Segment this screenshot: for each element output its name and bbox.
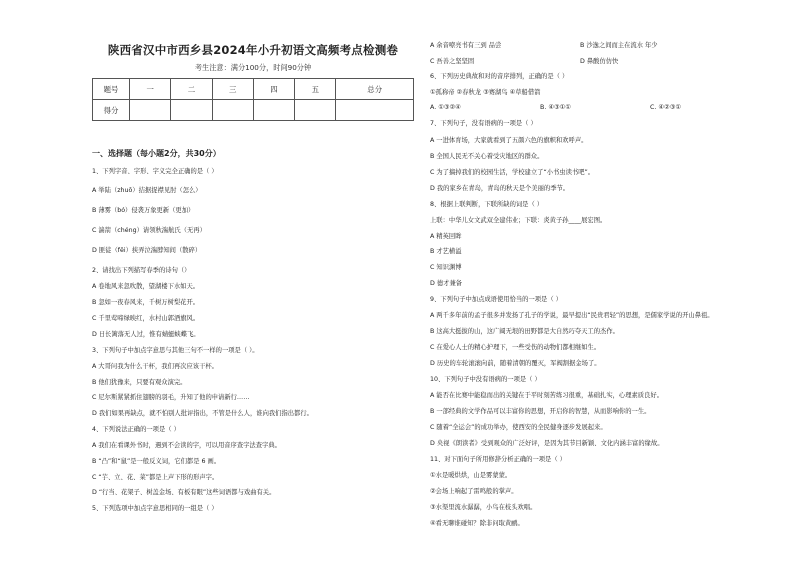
score-row-label: 得分 bbox=[93, 100, 130, 121]
option-c: C. ④②③① bbox=[650, 104, 681, 111]
question-line: 10、下列句子中没有语病的一项是（ ） bbox=[430, 376, 541, 383]
question-items: ①孤称帝 ②春秋龙 ③赛湖鸟 ④草船借箭 bbox=[430, 89, 541, 96]
option-line: A 举陆（zhuō）拮据捉襟见肘（怎么） bbox=[92, 187, 202, 194]
option-line: C 知识渊博 bbox=[430, 264, 462, 271]
score-cell[interactable] bbox=[212, 100, 253, 121]
score-header-cell: 五 bbox=[295, 79, 336, 100]
option-line: D 德才兼备 bbox=[430, 280, 463, 287]
question-line: 9、下列句子中加点成语使用恰当的一项是（ ） bbox=[430, 296, 562, 303]
statement-line: ②会场上响起了雷鸣般的掌声。 bbox=[430, 488, 518, 495]
statement-line: ④看无聊谁碰知？除非问取黄鹂。 bbox=[430, 520, 524, 527]
score-cell[interactable] bbox=[171, 100, 212, 121]
option-line: A 我们在看课外书时，遇到不会读的字，可以用音序查字法查字典。 bbox=[92, 442, 281, 449]
option-line: C 湍箭（chéng）请领秋湍航氏（无再） bbox=[92, 227, 206, 234]
question-line: 7、下列句子，没有语病的一项是（ ） bbox=[430, 120, 537, 127]
option-line: B 这高大挺拔的山，这广阔无垠的田野都是大自然巧夺天工的杰作。 bbox=[430, 328, 619, 335]
left-column bbox=[88, 0, 418, 562]
option-line: D 历史的车轮滚滚向前，随着清朝的覆灭，军阀割据金场了。 bbox=[430, 360, 601, 367]
exam-notice: 考生注意：满分100分，时间90分钟 bbox=[194, 63, 312, 72]
question-line: 5、下列选项中加点字意思相同的一组是（ ） bbox=[92, 505, 218, 512]
score-header-cell: 总分 bbox=[336, 79, 414, 100]
option-line: C “芋、立、花、菜”都是上声下形的形声字。 bbox=[92, 474, 219, 481]
question-line: 3、下列句子中加点字意思与其他三句不一样的一项是（ ）。 bbox=[92, 347, 259, 354]
option-line: B 沙逸之间而主在流水 年少 bbox=[580, 42, 658, 49]
question-line: 上联：中华儿女文武双全建伟业；下联：炎黄子孙____展宏图。 bbox=[430, 217, 607, 224]
option-line: D 央视《朗读者》受到观众的广泛好评，是因为其节目新颖、文化内涵丰富的缘故。 bbox=[430, 440, 664, 447]
score-table bbox=[92, 78, 414, 121]
option-line: D 日长篱落无人过，惟有蜻蜓蛱蝶飞。 bbox=[92, 331, 200, 338]
question-line: 1、下列字音、字形、字义完全正确的是（ ） bbox=[92, 168, 218, 175]
section-heading: 一、选择题（每小题2分，共30分） bbox=[92, 149, 221, 158]
option-line: A 余音嘹亮书有三到 品尝 bbox=[430, 42, 502, 49]
question-line: 8、根据上联判断，下联所缺的词是（ ） bbox=[430, 201, 544, 208]
option-line: D “行当、花架子、树盖金场、有板有眼”这些词语都与戏曲有关。 bbox=[92, 489, 276, 496]
option-line: A 一进体育场，大家就看到了五颜六色的旗帜和欢呼声。 bbox=[430, 137, 588, 144]
option-line: D 我的家乡在青岛，青岛的秋天是个美丽的季节。 bbox=[430, 185, 570, 192]
right-column bbox=[430, 0, 730, 562]
option-line: B 他们犹豫来，只要有观众演完。 bbox=[92, 379, 187, 386]
score-header-cell: 题号 bbox=[93, 79, 130, 100]
option-line: A 卷地风来忽吹散，望湖楼下水如天。 bbox=[92, 283, 200, 290]
score-table-score-row bbox=[93, 100, 414, 121]
score-cell[interactable] bbox=[253, 100, 294, 121]
question-line: 2、请找出下列描写春季的诗句（） bbox=[92, 267, 191, 274]
option-line: A 两千多年前的孟子很多并发扬了孔子的学说，最早提出“民贵君轻”的思想，是儒家学说的开山鼻祖。 bbox=[430, 312, 714, 319]
option-line: A 大哥问我为什么干杯，我们再次应该干杯。 bbox=[92, 363, 218, 370]
score-header-cell: 一 bbox=[130, 79, 171, 100]
score-table-header-row bbox=[93, 79, 414, 100]
score-cell[interactable] bbox=[336, 100, 414, 121]
option-line: C 随着“全运会”的成功举办，使西安的全民健身逐步发展起来。 bbox=[430, 424, 607, 431]
option-line: C 为了搞掉我们的校园生活，学校建立了“小书虫读书吧”。 bbox=[430, 169, 595, 176]
score-header-cell: 四 bbox=[253, 79, 294, 100]
option-b: B. ④③①① bbox=[540, 104, 571, 111]
option-line: B 才艺横溢 bbox=[430, 248, 462, 255]
question-line: 6、下列历史典故和对的音序排列，正确的是（ ） bbox=[430, 73, 569, 80]
option-a: A. ①③②④ bbox=[430, 104, 461, 111]
option-line: C 在爱心人士的精心护理下，一些受伤的动物们都相继如生。 bbox=[430, 344, 601, 351]
score-header-cell: 三 bbox=[212, 79, 253, 100]
option-line: D 我们如果再缺点，就不怕别人批评指出，不管是什么人，谁向我们指出都行。 bbox=[92, 410, 313, 417]
option-line: B “凸”和“鼠”是一般反义词，它们都是 6 画。 bbox=[92, 458, 221, 465]
page-title: 陕西省汉中市西乡县2024年小升初语文高频考点检测卷 bbox=[107, 43, 399, 57]
option-line: B 一部经典的文学作品可以丰富你的思想，开启你的智慧，从而影响你的一生。 bbox=[430, 408, 651, 415]
score-cell[interactable] bbox=[130, 100, 171, 121]
option-line: A 精英回眸 bbox=[430, 233, 462, 240]
statement-line: ③水渠里流水潺潺，小鸟在枝头欢唱。 bbox=[430, 504, 537, 511]
option-line: D 匪徒（fěi）挟弄泣湍脖知间（散碎） bbox=[92, 247, 202, 254]
question-line: 11、对下面句子所用修辞分析正确的一项是（ ） bbox=[430, 456, 566, 463]
option-line: B 薄雾（bó）侵袭万象更新（更加） bbox=[92, 207, 195, 214]
option-line: B 全国人民无不关心着受灾地区的群众。 bbox=[430, 153, 544, 160]
option-row bbox=[430, 104, 730, 112]
option-line: C 吾善之坚坚固 bbox=[430, 58, 475, 65]
statement-line: ①水是暖烘烘，山是雾蒙蒙。 bbox=[430, 472, 512, 479]
option-line: C 千里莺啼绿映红，水村山郭酒旗风。 bbox=[92, 315, 200, 322]
score-cell[interactable] bbox=[295, 100, 336, 121]
score-header-cell: 二 bbox=[171, 79, 212, 100]
option-line: C 尼尔斯紧紧抓住翅膀的羽毛，升知了他的申请新行…… bbox=[92, 394, 250, 401]
question-line: 4、下列说法正确的一项是（ ） bbox=[92, 426, 180, 433]
option-line: A 能否在比赛中能稳而出的关键在于平时刻苦练习很重，基础扎实，心理素质良好。 bbox=[430, 392, 663, 399]
option-line: B 忽如一夜春风来，千树万树梨花开。 bbox=[92, 299, 200, 306]
option-line: D 鼻酸仿仿快 bbox=[580, 58, 619, 65]
